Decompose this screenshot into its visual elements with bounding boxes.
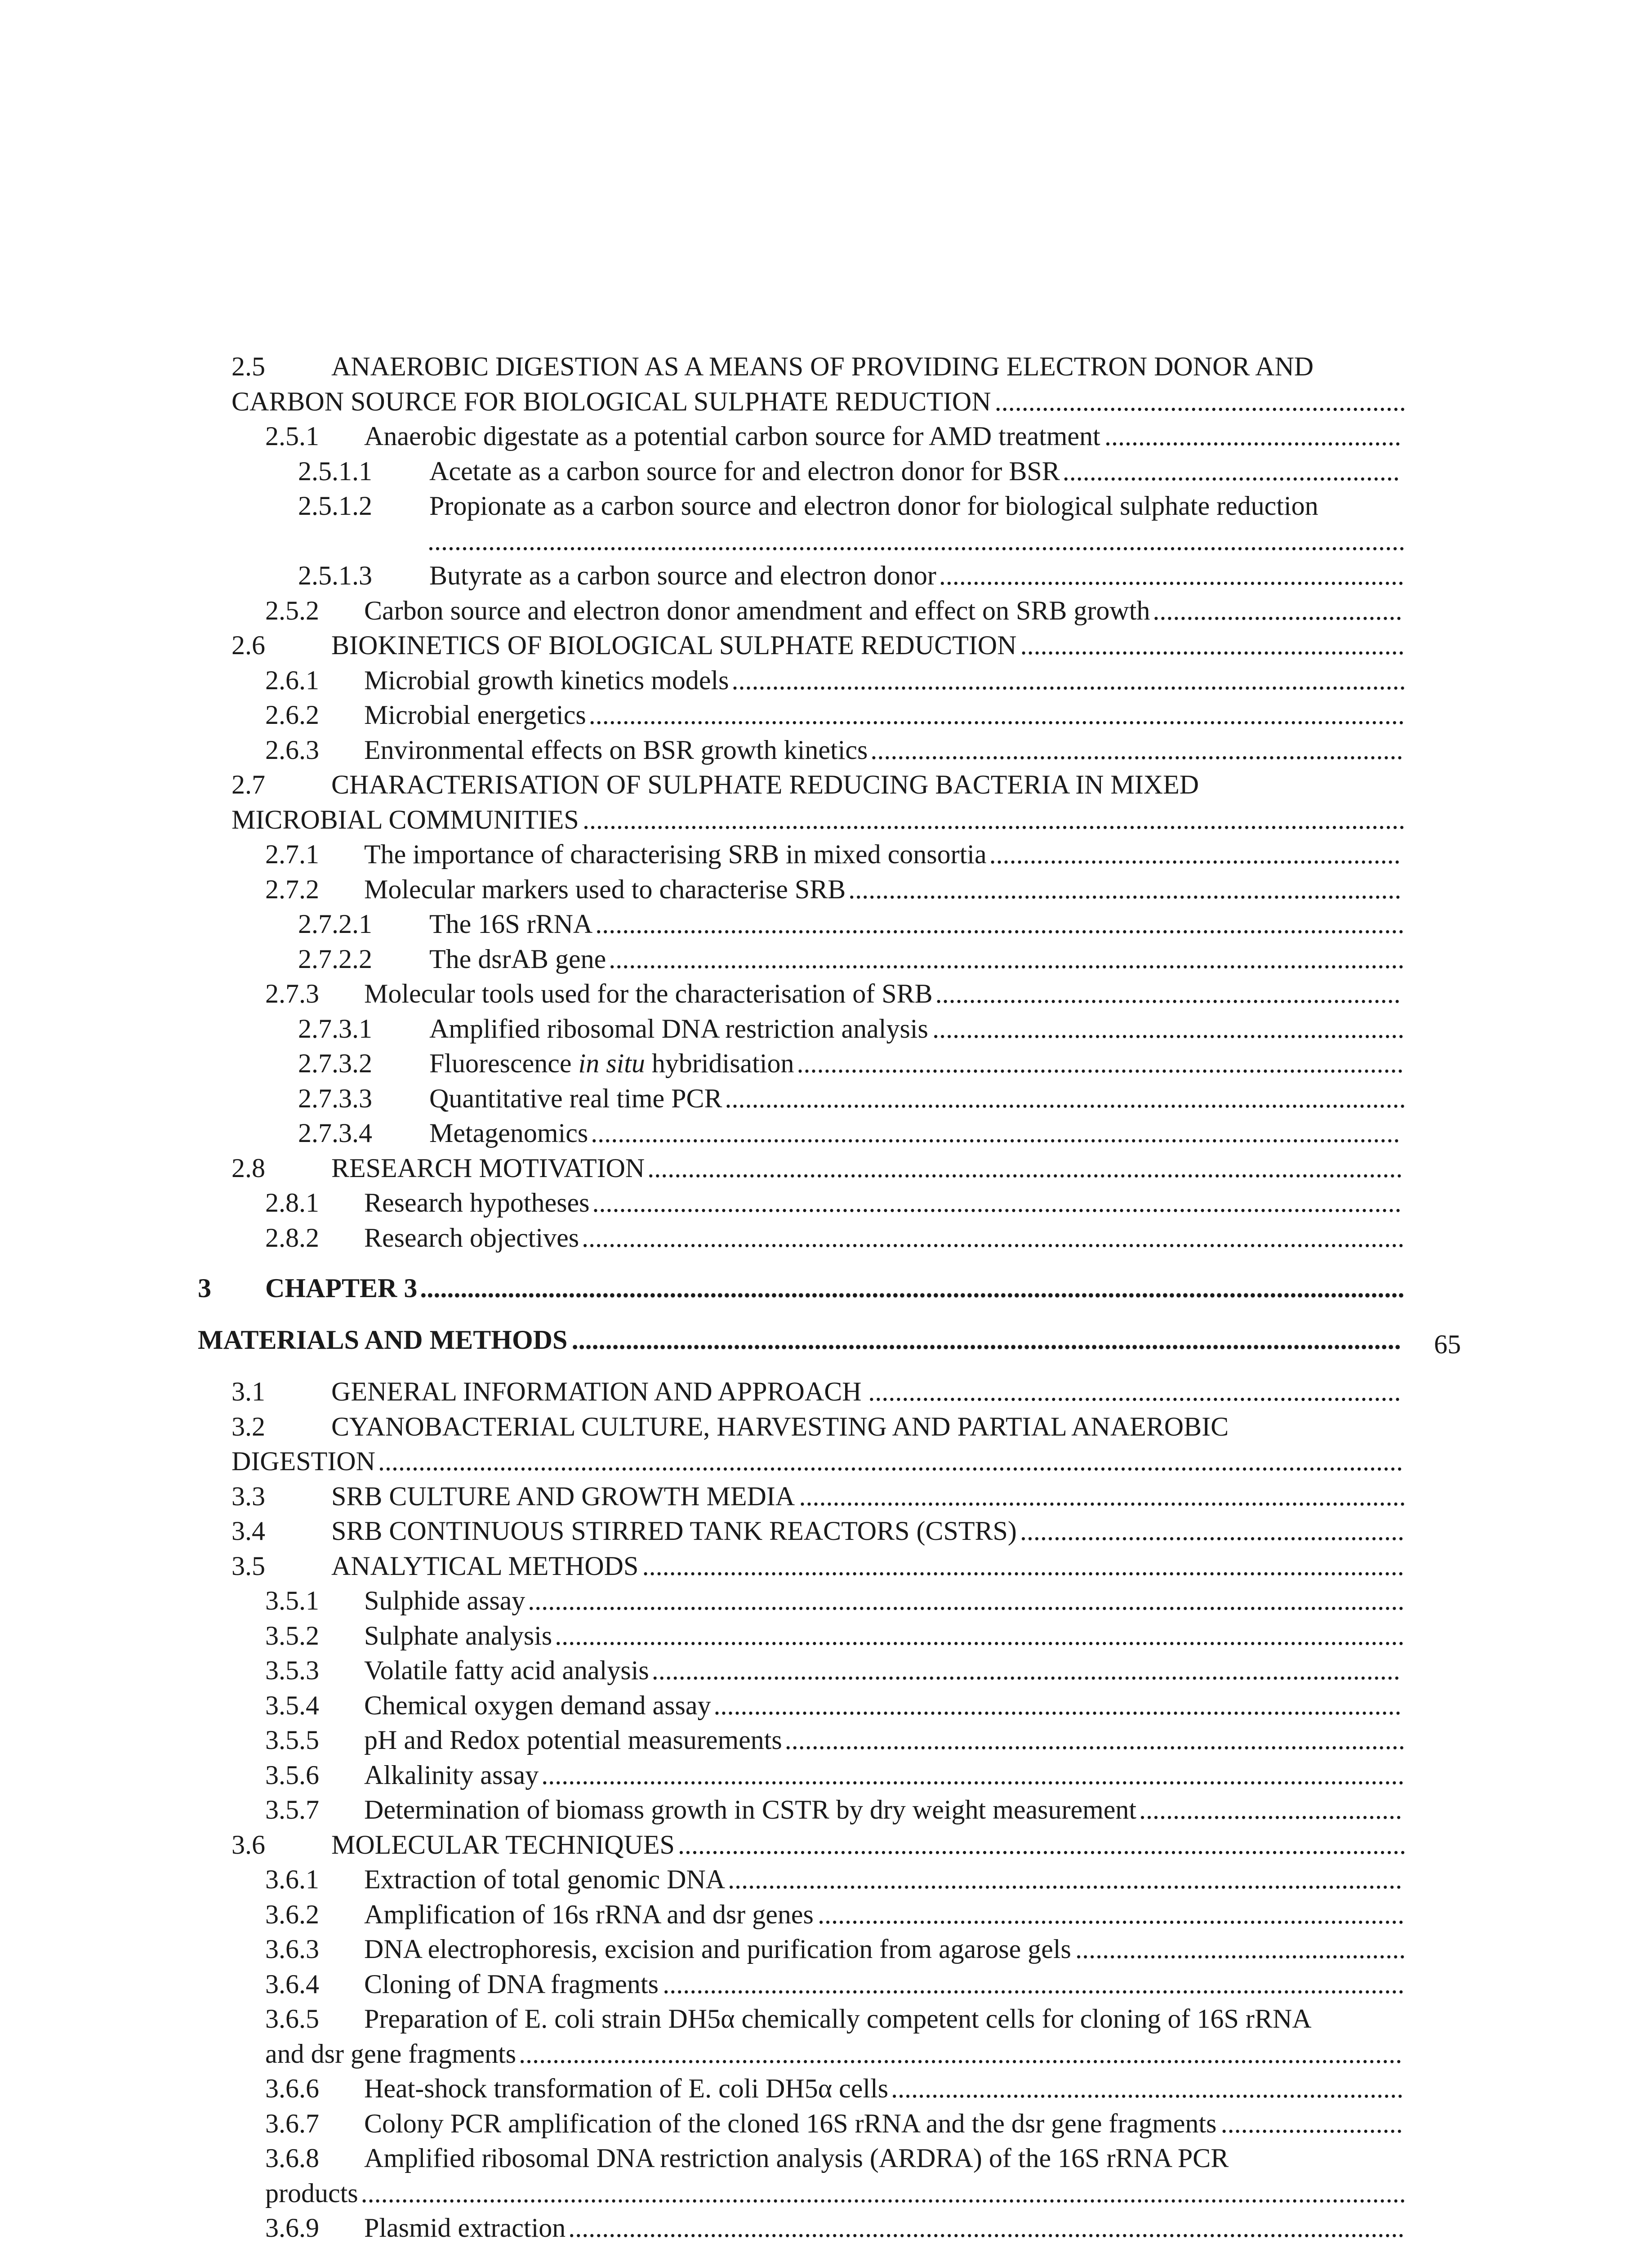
title-italic-text: in situ <box>578 1048 645 1078</box>
dot-leader: ...................................................................................................................... <box>609 944 1405 974</box>
toc-entry[interactable] <box>0 1548 1652 1584</box>
chapter-title: CHAPTER 3 <box>265 1273 418 1303</box>
section-title: Molecular tools used for the characterisation of SRB <box>364 979 933 1008</box>
section-title-continued: DIGESTION <box>232 1446 375 1476</box>
section-title: ANAEROBIC DIGESTION AS A MEANS OF PROVIDING ELECTRON DONOR AND <box>331 352 1314 381</box>
section-title: The dsrAB gene <box>429 944 606 974</box>
section-number: 3.5.2 <box>265 1620 319 1650</box>
toc-entry[interactable] <box>0 1966 1652 2002</box>
toc-entry-continuation <box>0 802 1652 838</box>
section-number: 2.7.3.1 <box>298 1013 372 1044</box>
dot-leader: ..................................................................................................... <box>725 1083 1406 1113</box>
dot-leader: ........................................................................................................................... <box>571 1325 1401 1355</box>
toc-entry[interactable] <box>0 1652 1652 1688</box>
dot-leader: ....................................... <box>1139 1795 1403 1824</box>
section-title: Anaerobic digestate as a potential carbon source for AMD treatment <box>364 421 1100 451</box>
dot-leader: ........................................................................................................................................................ <box>378 1446 1403 1476</box>
chapter-subtitle: MATERIALS AND METHODS <box>198 1325 568 1355</box>
section-number: 2.8 <box>232 1153 265 1183</box>
section-number: 2.8.2 <box>265 1222 319 1253</box>
toc-entry[interactable] <box>0 1861 1652 1897</box>
section-title: Amplified ribosomal DNA restriction analysis <box>429 1013 928 1044</box>
section-title: The 16S rRNA <box>429 909 593 939</box>
toc-entry[interactable] <box>0 1374 1652 1409</box>
dot-leader: ............................................................. <box>994 386 1406 416</box>
section-number: 3.5.3 <box>265 1655 319 1685</box>
dot-leader: ............................................................................................................ <box>677 1829 1406 1860</box>
section-title: The importance of characterising SRB in mixed consortia <box>364 839 987 869</box>
dot-leader: ........................... <box>1220 2108 1403 2138</box>
section-number: 3.5.1 <box>265 1586 319 1615</box>
toc-entry[interactable] <box>0 348 1652 384</box>
section-title: Determination of biomass growth in CSTR by dry weight measurement <box>364 1795 1137 1824</box>
chapter-number: 3 <box>198 1273 211 1303</box>
section-title: Amplification of 16s rRNA and dsr genes <box>364 1899 814 1929</box>
dot-leader: ..................................... <box>1153 595 1403 625</box>
section-title: Research hypotheses <box>364 1188 590 1218</box>
toc-entry[interactable] <box>0 2070 1652 2106</box>
toc-entry[interactable] <box>0 1080 1652 1116</box>
section-title: Microbial growth kinetics models <box>364 665 729 695</box>
section-title: SRB CULTURE AND GROWTH MEDIA <box>331 1481 795 1511</box>
section-title: Alkalinity assay <box>364 1760 539 1790</box>
dot-leader: ............................................................. <box>989 839 1401 869</box>
section-title: Butyrate as a carbon source and electron donor <box>429 561 936 590</box>
dot-leader: .............................................................................................................. <box>663 1969 1405 1999</box>
section-title: Sulphide assay <box>364 1586 525 1615</box>
toc-entry[interactable] <box>0 767 1652 803</box>
section-title: ANALYTICAL METHODS <box>331 1551 639 1581</box>
section-number: 3.5.4 <box>265 1690 319 1720</box>
section-title: BIOKINETICS OF BIOLOGICAL SULPHATE REDUCTION <box>331 630 1017 660</box>
section-title: Propionate as a carbon source and electron donor for biological sulphate reduction <box>429 491 1318 521</box>
dot-leader: ..................................................................... <box>939 561 1404 590</box>
section-number: 2.6 <box>232 630 265 660</box>
toc-entry[interactable] <box>0 2001 1652 2037</box>
section-number: 2.5.1.2 <box>298 491 372 521</box>
dot-leader: .................................................................................................................................. <box>528 1586 1405 1615</box>
section-number: 2.7.2.1 <box>298 909 372 939</box>
toc-entry[interactable] <box>0 1722 1652 1758</box>
toc-entry[interactable] <box>0 1220 1652 1256</box>
section-number: 3.6.7 <box>265 2108 319 2138</box>
section-title: Quantitative real time PCR <box>429 1083 722 1113</box>
dot-leader: ................................................................................................................. <box>642 1551 1404 1581</box>
section-number: 2.5.1 <box>265 421 319 451</box>
toc-entry[interactable] <box>0 732 1652 768</box>
section-title: Sulphate analysis <box>364 1620 552 1650</box>
dot-leader: ......................................................................................................................... <box>588 700 1405 730</box>
toc-entry[interactable] <box>0 488 1652 524</box>
dot-leader: .................................................................................................... <box>728 1864 1403 1894</box>
section-number: 3.1 <box>232 1377 265 1406</box>
section-number: 2.6.3 <box>265 735 319 765</box>
dot-leader: ........................................................................................................................ <box>595 909 1405 939</box>
dot-leader: ......................................................... <box>1020 630 1405 660</box>
dot-leader: .......................................................................................................................... <box>583 804 1406 834</box>
section-number: 3.6.2 <box>265 1899 319 1929</box>
section-title: pH and Redox potential measurements <box>364 1725 782 1755</box>
toc-entry[interactable] <box>0 2105 1652 2141</box>
section-number: 2.6.1 <box>265 665 319 695</box>
toc-entry[interactable] <box>0 871 1652 907</box>
toc-entry[interactable] <box>0 1583 1652 1619</box>
dot-leader: ...................................................................................................... <box>713 1690 1402 1720</box>
dot-leader: .................................................................................................................................................. <box>420 1273 1405 1303</box>
section-title-continued: and dsr gene fragments <box>265 2038 517 2069</box>
section-number: 2.6.2 <box>265 700 319 730</box>
dot-leader: .......................................................................................... <box>797 1048 1404 1078</box>
toc-entry[interactable] <box>0 1478 1652 1514</box>
dot-leader: ................................................................................................................................................. <box>427 526 1405 556</box>
section-number: 2.7.1 <box>265 839 319 869</box>
section-title: DNA electrophoresis, excision and purification from agarose gels <box>364 1934 1071 1964</box>
section-number: 2.7.3 <box>265 979 319 1008</box>
chapter-heading <box>0 1270 1652 1306</box>
section-number: 2.7.2.2 <box>298 944 372 974</box>
toc-entry[interactable] <box>0 558 1652 593</box>
section-title: SRB CONTINUOUS STIRRED TANK REACTORS (CSTRS) <box>331 1516 1017 1546</box>
toc-entry-continuation <box>0 2036 1652 2072</box>
section-title: Amplified ribosomal DNA restriction analysis (ARDRA) of the 16S rRNA PCR <box>364 2143 1229 2173</box>
toc-entry[interactable] <box>0 1409 1652 1445</box>
toc-entry-continuation <box>0 523 1652 559</box>
toc-entry[interactable] <box>0 1757 1652 1793</box>
section-number: 3.6.6 <box>265 2074 319 2103</box>
toc-entry[interactable] <box>0 1513 1652 1549</box>
section-title-continued: MICROBIAL COMMUNITIES <box>232 804 579 834</box>
section-title: Environmental effects on BSR growth kinetics <box>364 735 868 765</box>
toc-entry-continuation <box>0 1443 1652 1479</box>
dot-leader: .............................................................................................................................. <box>555 1620 1405 1650</box>
section-number: 2.5 <box>232 352 265 381</box>
dot-leader: .................................................................................. <box>848 874 1402 904</box>
section-number: 3.5 <box>232 1551 265 1581</box>
toc-entry[interactable] <box>0 1896 1652 1932</box>
toc-entry[interactable] <box>0 941 1652 977</box>
title-text: hybridisation <box>645 1048 794 1078</box>
dot-leader: ........................................................................................................................ <box>592 1188 1402 1218</box>
section-title: Extraction of total genomic DNA <box>364 1864 726 1894</box>
dot-leader: ............................................................................... <box>870 735 1403 765</box>
toc-entry[interactable] <box>0 697 1652 733</box>
section-number: 3.6.9 <box>265 2213 319 2243</box>
section-title: MOLECULAR TECHNIQUES <box>331 1829 675 1860</box>
section-title: Microbial energetics <box>364 700 586 730</box>
toc-entry[interactable] <box>0 1011 1652 1047</box>
toc-entry[interactable] <box>0 418 1652 454</box>
dot-leader: ........................................................................................................................ <box>591 1118 1400 1148</box>
section-title: Plasmid extraction <box>364 2213 566 2243</box>
dot-leader: ............................................................................ <box>891 2074 1404 2103</box>
section-number: 3.6.3 <box>265 1934 319 1964</box>
page-number: 65 <box>1434 1329 1461 1359</box>
section-title: Molecular markers used to characterise SRB <box>364 874 846 904</box>
dot-leader: ............................................................................... <box>868 1377 1401 1406</box>
toc-entry[interactable] <box>0 1618 1652 1654</box>
toc-entry[interactable] <box>0 976 1652 1012</box>
toc-entry[interactable] <box>0 1931 1652 1967</box>
dot-leader: ................................................................................................................ <box>647 1153 1403 1183</box>
dot-leader: .......................................................................................... <box>799 1481 1406 1511</box>
section-number: 2.5.2 <box>265 595 319 625</box>
dot-leader: .................................................................................................... <box>731 665 1406 695</box>
section-number: 3.6.5 <box>265 2004 319 2034</box>
section-title: Colony PCR amplification of the cloned 16S rRNA and the dsr gene fragments <box>364 2108 1217 2138</box>
toc-entry[interactable] <box>0 1792 1652 1828</box>
toc-entry[interactable] <box>0 662 1652 698</box>
section-number: 3.6.8 <box>265 2143 319 2173</box>
dot-leader: ................................................. <box>1075 1934 1406 1964</box>
chapter-subtitle-line <box>0 1322 1652 1358</box>
section-title: Metagenomics <box>429 1118 588 1148</box>
section-number: 2.8.1 <box>265 1188 319 1218</box>
section-title: CHARACTERISATION OF SULPHATE REDUCING BACTERIA IN MIXED <box>331 770 1199 799</box>
dot-leader: .......................................................................................................................... <box>582 1222 1405 1253</box>
toc-entry[interactable] <box>0 1185 1652 1221</box>
section-number: 3.6 <box>232 1829 265 1860</box>
dot-leader: .................................................. <box>1062 456 1400 486</box>
section-number: 2.7.3.2 <box>298 1048 372 1078</box>
toc-entry[interactable] <box>0 2140 1652 2176</box>
section-title <box>429 1045 794 1081</box>
section-title: CYANOBACTERIAL CULTURE, HARVESTING AND PARTIAL ANAEROBIC <box>331 1411 1229 1441</box>
section-title: RESEARCH MOTIVATION <box>331 1153 645 1183</box>
section-number: 3.3 <box>232 1481 265 1511</box>
toc-entry[interactable] <box>0 1687 1652 1723</box>
section-number: 2.7.3.3 <box>298 1083 372 1113</box>
dot-leader: ...................................................................... <box>932 1013 1405 1044</box>
toc-entry[interactable] <box>0 1150 1652 1186</box>
section-number: 3.5.5 <box>265 1725 319 1755</box>
section-title: Volatile fatty acid analysis <box>364 1655 649 1685</box>
section-title-continued: products <box>265 2178 358 2208</box>
dot-leader: ........................................................................................................................................................... <box>361 2178 1406 2208</box>
section-title: Carbon source and electron donor amendment and effect on SRB growth <box>364 595 1150 625</box>
toc-entry-continuation <box>0 384 1652 419</box>
section-number: 3.5.6 <box>265 1760 319 1790</box>
dot-leader: ................................................................................................................................ <box>541 1760 1405 1790</box>
section-title: Heat-shock transformation of E. coli DH5α cells <box>364 2074 889 2103</box>
section-number: 3.4 <box>232 1516 265 1546</box>
toc-entry[interactable] <box>0 1827 1652 1863</box>
toc-entry[interactable] <box>0 593 1652 629</box>
section-number: 3.6.4 <box>265 1969 319 1999</box>
toc-entry[interactable] <box>0 453 1652 489</box>
section-number: 2.7.2 <box>265 874 319 904</box>
toc-entry[interactable] <box>0 627 1652 663</box>
section-title-continued: CARBON SOURCE FOR BIOLOGICAL SULPHATE REDUCTION <box>232 386 991 416</box>
section-number: 3.2 <box>232 1411 265 1441</box>
section-title: Acetate as a carbon source for and electron donor for BSR <box>429 456 1060 486</box>
dot-leader: ................................................................................................................................... <box>519 2038 1403 2069</box>
section-number: 2.7 <box>232 770 265 799</box>
toc-entry[interactable] <box>0 1115 1652 1151</box>
section-title: GENERAL INFORMATION AND APPROACH <box>331 1377 862 1406</box>
section-number: 3.5.7 <box>265 1795 319 1824</box>
toc-entry[interactable] <box>0 836 1652 872</box>
section-number: 3.6.1 <box>265 1864 319 1894</box>
title-text: Fluorescence <box>429 1048 579 1078</box>
dot-leader: ............................................................................................................................ <box>568 2213 1405 2243</box>
toc-entry[interactable] <box>0 906 1652 942</box>
section-number: 2.7.3.4 <box>298 1118 372 1148</box>
section-title: Chemical oxygen demand assay <box>364 1690 711 1720</box>
dot-leader: ......................................................... <box>1020 1516 1404 1546</box>
section-title: Preparation of E. coli strain DH5α chemically competent cells for cloning of 16S rRNA <box>364 2004 1312 2034</box>
dot-leader: ............................................................................................ <box>784 1725 1405 1755</box>
toc-entry[interactable] <box>0 1045 1652 1081</box>
dot-leader: ............................................................................................................... <box>651 1655 1400 1685</box>
dot-leader: ..................................................................... <box>935 979 1401 1008</box>
section-title: Research objectives <box>364 1222 579 1253</box>
dot-leader: ....................................................................................... <box>818 1899 1405 1929</box>
section-number: 2.5.1.1 <box>298 456 372 486</box>
section-title: Cloning of DNA fragments <box>364 1969 659 1999</box>
dot-leader: ............................................ <box>1104 421 1402 451</box>
toc-entry[interactable] <box>0 2210 1652 2246</box>
section-number: 2.5.1.3 <box>298 561 372 590</box>
toc-entry-continuation <box>0 2175 1652 2211</box>
